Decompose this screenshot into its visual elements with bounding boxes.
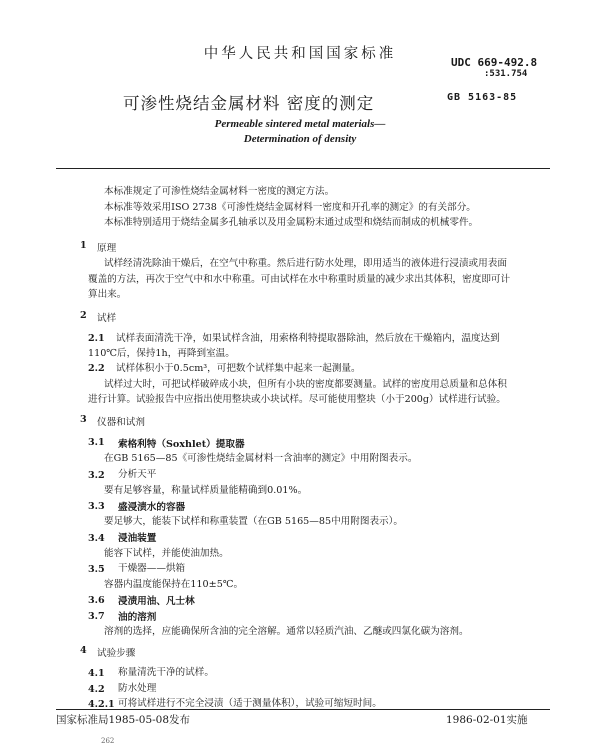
paragraph-line: 防水处理 (118, 683, 157, 694)
paragraph-line: 覆盖的方法，再次于空气中和水中称重。可由试样在水中称重时质量的减少求出其体积，密度即可计 (88, 274, 511, 285)
subsection-number: 3.1 (88, 437, 105, 448)
section-heading: 仪器和试剂 (97, 417, 145, 428)
subsection-number: 4.2.1 (88, 699, 115, 710)
paragraph-line: 在GB 5165—85《可渗性烧结金属材料一含油率的测定》中用附图表示。 (104, 453, 418, 464)
subsection-title: 油的溶剂 (118, 612, 157, 623)
paragraph-line: 算出来。 (88, 289, 127, 300)
paragraph-line: 容器内温度能保持在110±5℃。 (104, 579, 244, 590)
subsection-number: 3.2 (88, 470, 105, 481)
intro-line: 本标准特别适用于烧结金属多孔轴承以及用金属粉末通过成型和烧结而制成的机械零件。 (104, 217, 479, 228)
subsection-title: 浸油装置 (118, 533, 157, 544)
paragraph-line: 110℃后，保持1h，再降到室温。 (88, 348, 235, 359)
subsection-number: 3.7 (88, 611, 105, 622)
national-standard-heading: 中华人民共和国国家标准 (203, 46, 397, 62)
paragraph-line: 试样过大时，可把试样破碎成小块，但所有小块的密度都要测量。试样的密度用总质量和总体积 (104, 379, 507, 390)
paragraph-line: 进行计算。试验报告中应指出使用整块或小块试样。尽可能使用整块（小于200g）试样进行试验。 (88, 394, 506, 405)
subsection-number: 4.2 (88, 684, 105, 695)
subsection-title: 浸渍用油、凡士林 (118, 596, 195, 607)
paragraph-line: 可将试样进行不完全浸渍（适于测量体积），试验可缩短时间。 (118, 698, 382, 709)
document-title-en-line1: Permeable sintered metal materials— (214, 118, 386, 130)
section-heading: 原理 (97, 243, 117, 254)
header-divider (56, 168, 550, 169)
subsection-title: 索格利特（Soxhlet）提取器 (118, 439, 245, 450)
paragraph-line: 试样经清洗除油干燥后，在空气中称重。然后进行防水处理，即用适当的液体进行浸渍或用表面 (104, 258, 507, 269)
issued-date: 国家标准局1985-05-08发布 (56, 714, 191, 726)
section-number: 3 (80, 414, 87, 425)
footer-divider (56, 709, 550, 710)
section-number: 4 (80, 645, 87, 656)
intro-line: 本标准规定了可渗性烧结金属材料一密度的测定方法。 (104, 186, 335, 197)
udc-code-continued: :531.754 (484, 69, 528, 79)
intro-line: 本标准等效采用ISO 2738《可渗性烧结金属材料一密度和开孔率的测定》的有关部分。 (104, 202, 476, 213)
paragraph-line: 试样体积小于0.5cm³，可把数个试样集中起来一起测量。 (116, 363, 361, 374)
paragraph-line: 溶剂的选择，应能确保所含油的完全溶解。通常以轻质汽油、乙醚或四氯化碳为溶剂。 (104, 626, 469, 637)
section-number: 2 (80, 310, 87, 321)
gb-code: GB 5163-85 (447, 92, 518, 103)
subsection-title: 干燥器——烘箱 (118, 563, 186, 574)
document-title-cn: 可渗性烧结金属材料 密度的测定 (123, 94, 375, 113)
section-heading: 试样 (97, 313, 117, 324)
udc-code: UDC 669-492.8 (451, 56, 538, 69)
subsection-number: 4.1 (88, 668, 105, 679)
paragraph-line: 能容下试样，并能使油加热。 (104, 548, 229, 559)
effective-date: 1986-02-01实施 (446, 714, 528, 726)
subsection-number: 3.5 (88, 564, 105, 575)
section-number: 1 (80, 240, 87, 251)
subsection-number: 3.3 (88, 501, 105, 512)
paragraph-line: 要有足够容量，称量试样质量能精确到0.01%。 (104, 485, 308, 496)
subsection-number: 3.6 (88, 595, 105, 606)
document-title-en-line2: Determination of density (243, 133, 357, 145)
paragraph-line: 称量清洗干净的试样。 (118, 667, 214, 678)
paragraph-line: 试样表面清洗干净，如果试样含油，用索格利特提取器除油，然后放在干燥箱内，温度达到 (116, 333, 500, 344)
subsection-title: 分析天平 (118, 469, 157, 480)
subsection-number: 2.2 (88, 363, 105, 374)
page-number: 262 (101, 737, 115, 745)
section-heading: 试验步骤 (97, 648, 136, 659)
paragraph-line: 要足够大，能装下试样和称重装置（在GB 5165—85中用附图表示）。 (104, 516, 404, 527)
subsection-number: 2.1 (88, 333, 105, 344)
subsection-number: 3.4 (88, 533, 105, 544)
subsection-title: 盛浸渍水的容器 (118, 502, 186, 513)
